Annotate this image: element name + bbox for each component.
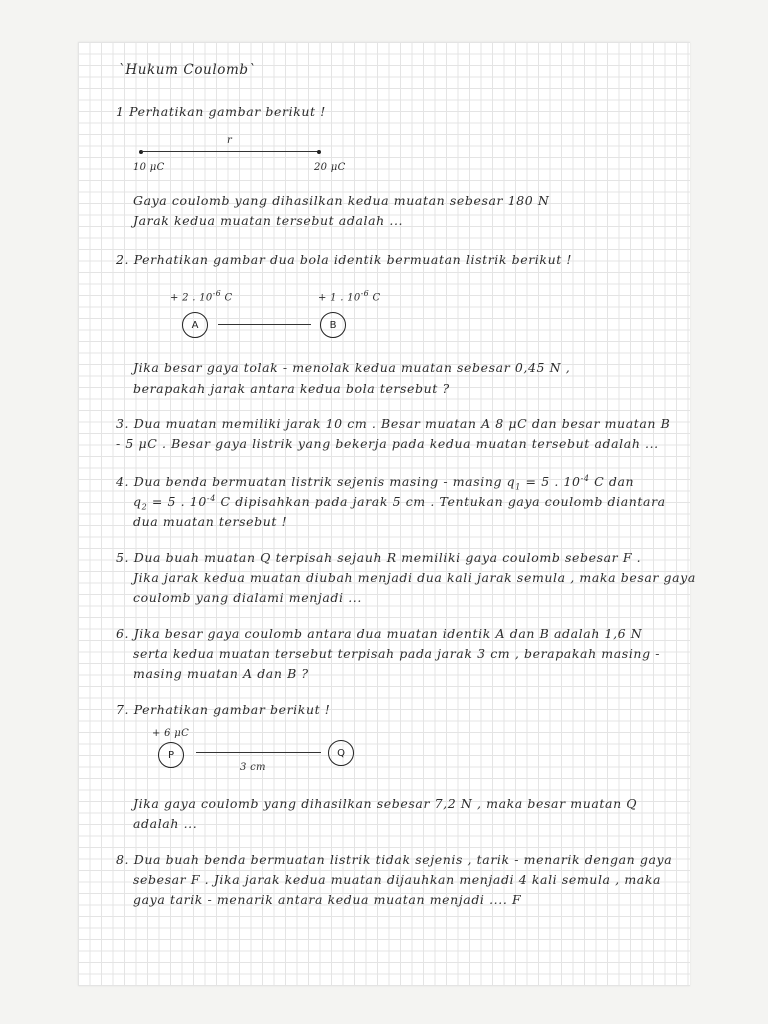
question-2-line-2: berapakah jarak antara kedua bola tersebut ? [133,381,450,396]
question-7-line-1: Jika gaya coulomb yang dihasilkan sebesar 7,2 N , maka besar muatan Q [133,796,638,811]
question-6-line-3: masing muatan A dan B ? [133,666,309,681]
charge-a-label: + 2 . $10^{-6}$ C [170,289,233,304]
ball-a: A [182,312,208,338]
question-3-line-2: - 5 μC . Besar gaya listrik yang bekerja pada kedua muatan tersebut adalah ... [116,436,659,451]
question-6-line-2: serta kedua muatan tersebut terpisah pada jarak 3 cm , berapakah masing - [133,646,661,661]
question-7-line-2: adalah ... [133,816,198,831]
question-5-line-2: Jika jarak kedua muatan diubah menjadi dua kali jarak semula , maka besar gaya [133,570,696,585]
ball-q: Q [328,740,354,766]
pq-distance-label: 3 cm [240,762,266,773]
question-7-prompt: 7. Perhatikan gambar berikut ! [116,702,331,717]
question-8-line-2: sebesar F . Jika jarak kedua muatan dijauhkan menjadi 4 kali semula , maka [133,872,662,887]
distance-label-r: r [227,135,233,146]
question-3-line-1: 3. Dua muatan memiliki jarak 10 cm . Besar muatan A 8 μC dan besar muatan B [116,416,671,431]
left-charge-label: 10 μC [133,162,165,173]
page-title: `Hukum Coulomb` [118,62,256,78]
question-8-line-1: 8. Dua buah benda bermuatan listrik tidak sejenis , tarik - menarik dengan gaya [116,852,673,867]
question-1-prompt: 1 Perhatikan gambar berikut ! [116,104,326,119]
distance-line [141,151,319,152]
question-5-line-3: coulomb yang dialami menjadi ... [133,590,362,605]
question-4-line-2: $q_2 = 5$ . $10^{-4}$ C dipisahkan pada jarak 5 cm . Tentukan gaya coulomb diantara [133,494,666,512]
ball-connector-line [218,324,311,325]
question-2-line-1: Jika besar gaya tolak - menolak kedua muatan sebesar 0,45 N , [133,360,571,375]
question-1-line-1: Gaya coulomb yang dihasilkan kedua muatan sebesar 180 N [133,193,550,208]
question-1-line-2: Jarak kedua muatan tersebut adalah ... [133,213,404,228]
question-8-line-3: gaya tarik - menarik antara kedua muatan menjadi .... F [133,892,522,907]
question-2-prompt: 2. Perhatikan gambar dua bola identik bermuatan listrik berikut ! [116,252,573,267]
question-6-line-1: 6. Jika besar gaya coulomb antara dua muatan identik A dan B adalah 1,6 N [116,626,643,641]
question-5-line-1: 5. Dua buah muatan Q terpisah sejauh R memiliki gaya coulomb sebesar F . [116,550,642,565]
charge-point-right [317,150,321,154]
right-charge-label: 20 μC [314,162,346,173]
question-4-line-1: 4. Dua benda bermuatan listrik sejenis masing - masing $q_1 = 5$ . $10^{-4}$ C dan [116,474,635,492]
ball-b: B [320,312,346,338]
pq-distance-line [196,752,321,753]
charge-p-label: + 6 μC [152,728,190,739]
charge-b-label: + 1 . $10^{-6}$ C [318,289,381,304]
ball-p: P [158,742,184,768]
question-4-line-3: dua muatan tersebut ! [133,514,288,529]
